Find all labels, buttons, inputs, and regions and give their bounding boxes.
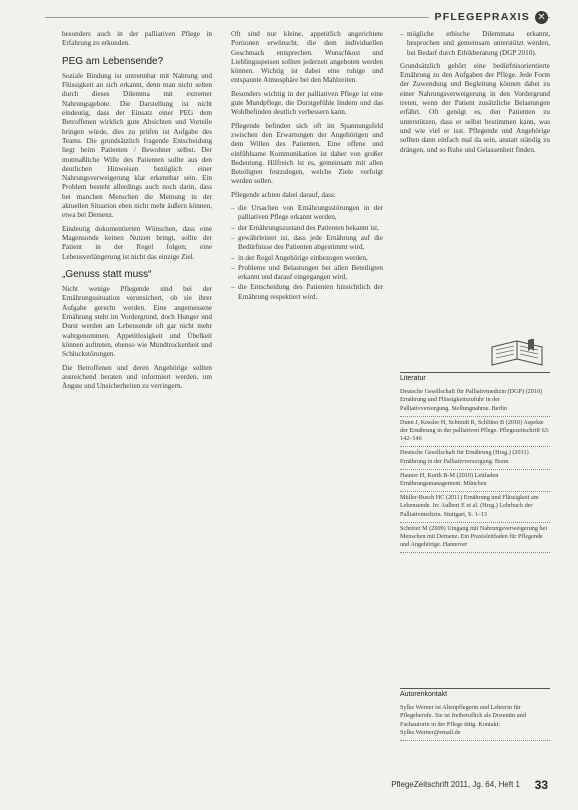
reference-item: Deutsche Gesellschaft für Ernährung (Hrsg.) (2011) Ernährung in der Palliativversorgung. Bonn (400, 447, 550, 469)
paragraph: Grundsätzlich gehört eine bedürfnisorientierte Ernährung zu den Aufgaben der Pflege. Jede Form der Zuwendung und Begleitung können dabei zu einer Nahrungsverweigerung in den Vordergrund treten, wenn der Patient zusätzliche Belastungen erfährt. Oft genügt es, den Patienten zu unterstützen, dass er selbst bestimmen kann, was und wie viel er isst. Pflegende und Angehörige sollten dann einfach mal da sein, anstatt ständig zu drängen, und so Ruhe und Gelassenheit finden. (400, 61, 550, 154)
heading-genuss: „Genuss statt muss“ (62, 268, 152, 280)
column-3 (400, 30, 550, 159)
paragraph: Soziale Bindung ist untrennbar mit Nahrung und Flüssigkeit an sich erkannt, denn man nicht selten durch dieses Dilemma mit extremer Nahrungsgebote. Die Darstellung ist nicht eindeutig, dass der Einsatz einer PEG dem Betroffenen wirklich gute Absichten und Vorteile bringen würde, dies zu prüfen ist Aufgabe des Teams. Die grundsätzlich fragende Entscheidung liegt beim Patienten / Bewohner selbst. Der mutmaßliche Wille des Patienten sollte aus den deutlichen Hinweisen bezüglich einer Nahrungsverweigerung klar erkennbar sein. Ein Problem besteht allerdings auch noch darin, dass bei manchen Menschen die Meinung in der aktuellen Situation eben nicht mehr äußern können, etwa bei Demenz. (62, 71, 212, 220)
list-item: – die Ursachen von Ernährungsstörungen in der palliativen Pflege erkannt werden, (231, 204, 383, 223)
section-title: PFLEGEPRAXIS (434, 11, 530, 23)
intro-text: besonders auch in der palliativen Pflege in Erfahrung zu erkunden. (62, 30, 212, 48)
list-item: – die Entscheidung des Patienten hinsichtlich der Ernährung respektiert wird. (231, 283, 383, 302)
contact-text: Sylke Werner ist Altenpflegerin und Lehrerin für Pflegeberufe. Sie ist freiberuflich als Dozentin und Fachautorin in der Pflege tätig. Kontakt: Sylke.Werner@email.de (400, 702, 550, 741)
literature-box (400, 372, 550, 553)
author-contact-box (400, 688, 550, 741)
journal-citation: PflegeZeitschrift 2011, Jg. 64, Heft 1 (391, 780, 520, 789)
paragraph: Die Betroffenen und deren Angehörige sollten ausreichend beraten und informiert werden, um Ängste und Unsicherheiten zu verringern. (62, 363, 212, 391)
list-item: – der Ernährungszustand des Patienten bekannt ist, (231, 224, 383, 233)
paragraph: Pflegende befinden sich oft im Spannungsfeld zwischen den Erwartungen der Angehörigen und dem Willen des Patienten. Eine offene und einfühlsame Kommunikation ist daher von großer Bedeutung. Hilfreich ist es, gemeinsam mit allen Beteiligten festzulegen, welche Ziele verfolgt werden sollen. (231, 121, 383, 186)
paragraph: Nicht wenige Pflegende sind bei der Ernährungssituation verunsichert, ob sie ihrer Aufgabe gerecht werden. Eine angemessene Ernährung steht im Vordergrund, doch Hunger und Durst werden am Lebensende oft gar nicht mehr wahrgenommen. Appetitlosigkeit und Übelkeit können auftreten, ebenso wie Mundtrockenheit und Schluckstörungen. (62, 285, 212, 359)
reference-item: Dunn J, Kessler H, Schmidt R, Schlüter B (2010) Aspekte der Ernährung in der palliativen Pflege. Pflegezeitschrift 63: 142–146 (400, 417, 550, 448)
contact-title: Autorenkontakt (400, 691, 448, 698)
bullet-list (231, 204, 383, 302)
list-item: – in der Regel Angehörige einbezogen werden, (231, 254, 383, 263)
paragraph: Besonders wichtig in der palliativen Pflege ist eine gute Mundpflege, die Durstgefühle lindern und das Wohlbefinden deutlich verbessern kann. (231, 89, 383, 117)
reference-item: Hauner H, Kurth B-M (2010) Leitfaden Ernährungsmanagement. München (400, 470, 550, 492)
reference-item: Müller-Busch HC (2011) Ernährung und Flüssigkeit am Lebensende. In: Aulbert E et al. (Hrsg.) Lehrbuch der Palliativmedizin. Stuttgart, S. 1–13 (400, 492, 550, 523)
book-icon (488, 339, 546, 369)
column-2 (231, 30, 383, 306)
literature-title: Literatur (400, 375, 426, 382)
x-circle-icon: ✕ (535, 11, 548, 24)
page-header (429, 9, 549, 25)
page-footer (0, 778, 578, 792)
heading-peg: PEG am Lebensende? (62, 55, 164, 67)
list-item: – gewährleistet ist, dass jede Ernährung auf die Bedürfnisse des Patienten abgestimmt wird, (231, 234, 383, 253)
column-1 (62, 30, 212, 395)
reference-item: Deutsche Gesellschaft für Palliativmedizin (DGP) (2010) Ernährung und Flüssigkeitszufuhr in der Palliativversorgung. Stellungnahme. Berlin (400, 386, 550, 417)
list-item: – mögliche ethische Dilemmata erkannt, besprochen und gemeinsam unterstützt werden, bei Bedarf durch Ethikberatung (DGP 2010). (400, 30, 550, 58)
paragraph: Eindeutig dokumentierten Wünschen, dass eine Magensonde keinen Nutzen bringt, sollte der Patient in der Regel folgen; eine Lebensverlängerung ist nicht das einzige Ziel. (62, 224, 212, 261)
list-item: – Probleme und Belastungen bei allen Beteiligten erkannt und darauf eingegangen wird, (231, 264, 383, 283)
reference-item: Schreier M (2009) Umgang mit Nahrungsverweigerung bei Menschen mit Demenz. Ein Praxisleitfaden für Pflegende und Angehörige. Hannover (400, 523, 550, 554)
paragraph: Oft sind nur kleine, appetitlich angerichtete Portionen erwünscht, die dem individuellen Geschmack entsprechen. Wunschkost und Lieblingsspeisen sollten jederzeit angeboten werden können. Wichtig ist dabei eine ruhige und entspannte Atmosphäre bei den Mahlzeiten. (231, 30, 383, 85)
list-intro: Pflegende achten dabei darauf, dass: (231, 190, 336, 199)
page-number: 33 (534, 778, 548, 792)
bullet-list (400, 30, 550, 58)
